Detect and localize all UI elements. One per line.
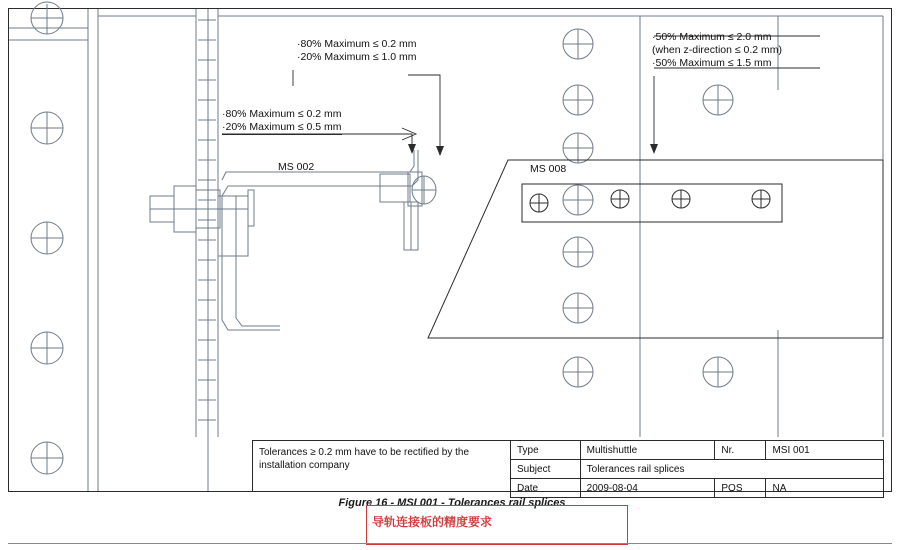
row-key-nr: Nr. bbox=[715, 441, 766, 460]
title-block-table bbox=[510, 440, 884, 498]
row-value-nr: MSI 001 bbox=[766, 441, 884, 460]
row-key-subject: Subject bbox=[511, 460, 581, 479]
annotation-mid-left bbox=[222, 108, 342, 135]
chinese-note-text: 导轨连接板的精度要求 bbox=[372, 515, 493, 529]
annotation-top-left bbox=[297, 38, 417, 64]
annotation-mid-left-line2: ·20% Maximum ≤ 0.5 mm bbox=[222, 121, 342, 133]
annotation-mid-left-line1: ·80% Maximum ≤ 0.2 mm bbox=[222, 108, 342, 120]
table-row bbox=[511, 460, 884, 479]
row-value-pos: NA bbox=[766, 479, 884, 498]
part-label-ms008: MS 008 bbox=[530, 163, 567, 175]
annotation-top-right bbox=[652, 31, 782, 70]
row-value-date: 2009-08-04 bbox=[580, 479, 715, 498]
row-key-date: Date bbox=[511, 479, 581, 498]
drawing-frame bbox=[8, 8, 892, 492]
figure-caption: Figure 16 - MSI 001 - Tolerances rail splices bbox=[338, 497, 566, 509]
annotation-top-right-line3: ·50% Maximum ≤ 1.5 mm bbox=[652, 57, 772, 69]
table-row bbox=[511, 441, 884, 460]
row-key-pos: POS bbox=[715, 479, 766, 498]
row-key-type: Type bbox=[511, 441, 581, 460]
title-block-note: Tolerances ≥ 0.2 mm have to be rectified by the installation company bbox=[252, 440, 510, 492]
annotation-top-right-line1: ·50% Maximum ≤ 2.0 mm bbox=[652, 31, 772, 43]
row-value-subject: Tolerances rail splices bbox=[580, 460, 883, 479]
annotation-top-left-line2: ·20% Maximum ≤ 1.0 mm bbox=[297, 51, 417, 63]
page-bottom-divider bbox=[8, 543, 892, 544]
row-value-type: Multishuttle bbox=[580, 441, 715, 460]
annotation-top-right-line2: (when z-direction ≤ 0.2 mm) bbox=[652, 44, 783, 56]
title-block bbox=[252, 440, 884, 492]
part-label-ms002: MS 002 bbox=[278, 161, 315, 173]
table-row bbox=[511, 479, 884, 498]
annotation-top-left-line1: ·80% Maximum ≤ 0.2 mm bbox=[297, 38, 417, 50]
